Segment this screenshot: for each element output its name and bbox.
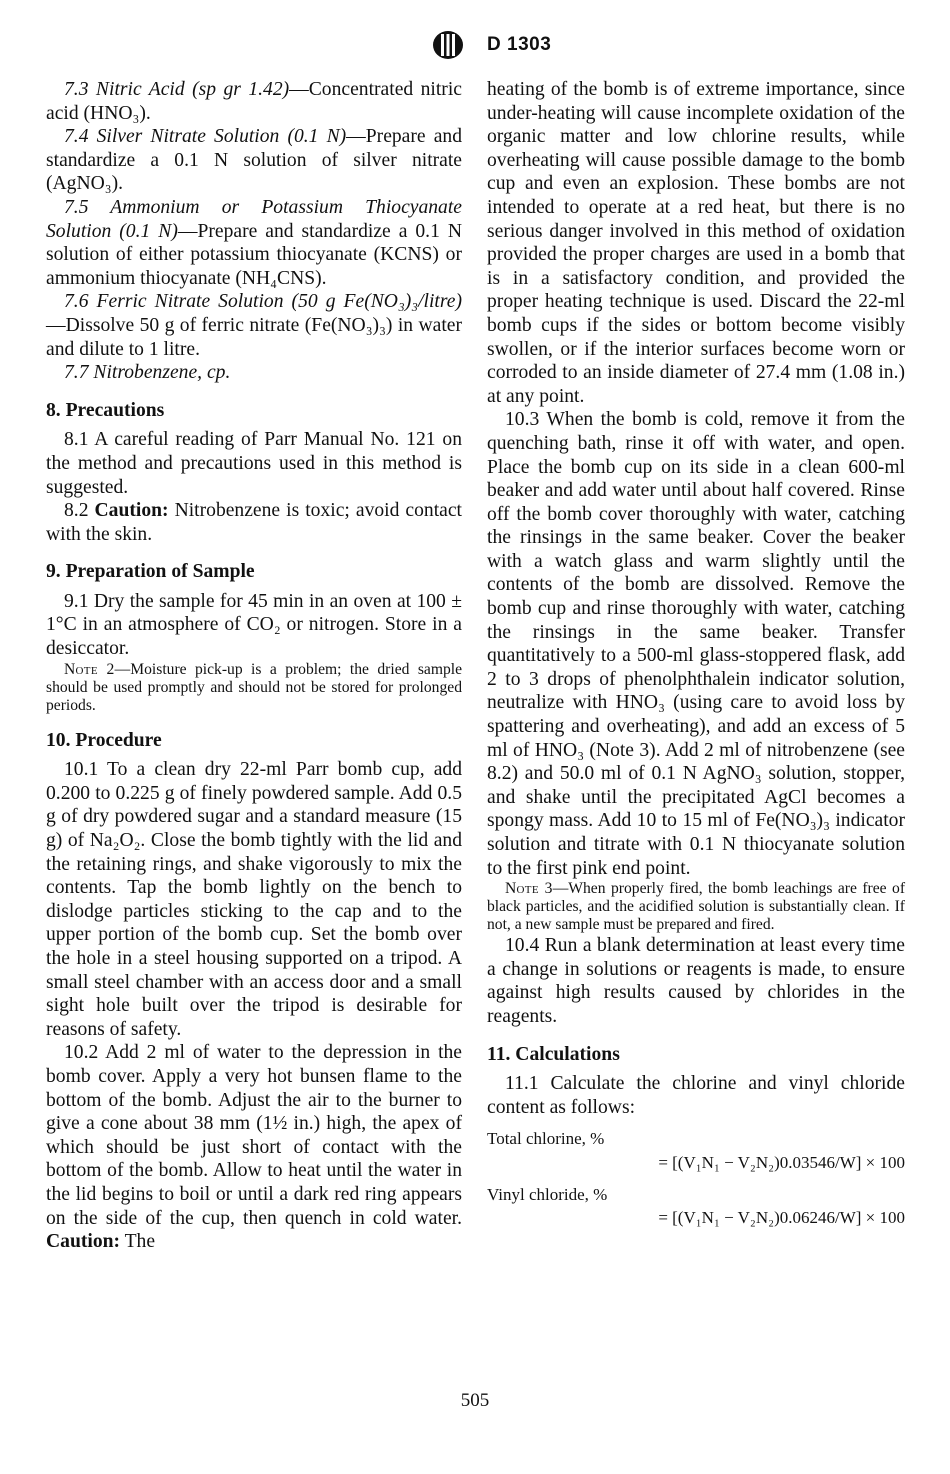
section-10-2-continued: heating of the bomb is of extreme importance, since under-heating will cause incomplete oxidation of the organic matter and low chlorine results, while overheating will cause possible damage to the bomb cup and even an explosion. These bombs are not intended to operate at a red heat, but there is no serious danger involved in this method of oxidation provided the proper charges are used in a bomb that is in a satisfactory condition, and provided the proper heating technique is used. Discard the 22-ml bomb cups if the sides or bottom become visibly swollen, or if the interior surfaces become worn or corroded to an inside diameter of 27.4 mm (1.08 in.) at any point. (487, 79, 905, 407)
section-10-1: 10.1 To a clean dry 22-ml Parr bomb cup, add 0.200 to 0.225 g of finely powdered sample. Add 0.5 g of dry powdered sugar and a standard measure (15 g) of Na₂O₂. Close the bomb tightly with the lid and the retaining rings, and shake vigorously to mix the contents. Tap the bomb lightly on the bench to dislodge particles sticking to the cap and to the upper portion of the bomb cup. Set the bomb over the hole in a steel housing supported on a tripod. A small steel chamber with an access door and a small sight hole built over the tripod is desirable for reasons of safety. (46, 759, 462, 1040)
section-8-1: 8.1 A careful reading of Parr Manual No. 121 on the method and precautions used in this method is suggested. (46, 429, 462, 498)
heading-preparation-of-sample: 9. Preparation of Sample (46, 561, 255, 583)
page-header (0, 30, 950, 60)
formula-total-chlorine: = [(V₁N₁ − V₂N₂)0.03546/W] × 100 (658, 1152, 905, 1172)
section-7-7: 7.7 Nitrobenzene, cp. (64, 362, 231, 384)
heading-calculations: 11. Calculations (487, 1043, 620, 1065)
right-column (487, 78, 905, 1230)
section-9-1: 9.1 Dry the sample for 45 min in an oven at 100 ± 1°C in an atmosphere of CO₂ or nitrogen. Store in a desiccator. (46, 590, 462, 660)
note-3: Note 3—When properly fired, the bomb leachings are free of black particles, and the acidified solution is substantially clean. If not, a new sample must be prepared and fired. (487, 880, 906, 934)
heading-procedure: 10. Procedure (46, 729, 162, 751)
left-column (46, 78, 462, 1254)
astm-logo (431, 30, 465, 60)
section-7-3: 7.3 Nitric Acid (sp gr 1.42)—Concentrated nitric acid (HNO₃). (46, 79, 462, 124)
page-number: 505 (460, 1390, 490, 1411)
section-8-2: 8.2 Caution: Nitrobenzene is toxic; avoid contact with the skin. (46, 500, 462, 545)
section-10-4: 10.4 Run a blank determination at least every time a change in solutions or reagents is made, to ensure against high results caused by chlorides in the reagents. (487, 935, 905, 1027)
formula-total-chlorine-label: Total chlorine, % (487, 1129, 605, 1149)
section-7-6: 7.6 Ferric Nitrate Solution (50 g Fe(NO₃)₃/litre)—Dissolve 50 g of ferric nitrate (Fe(NO₃)₃) in water and dilute to 1 litre. (46, 291, 462, 360)
section-7-5: 7.5 Ammonium or Potassium Thiocyanate Solution (0.1 N)—Prepare and standardize a 0.1 N solution of either potassium thiocyanate (KCNS) or ammonium thiocyanate (NH₄CNS). (46, 196, 462, 289)
section-7-4: 7.4 Silver Nitrate Solution (0.1 N)—Prepare and standardize a 0.1 N solution of silver nitrate (AgNO₃). (46, 126, 462, 195)
section-11-1: 11.1 Calculate the chlorine and vinyl chloride content as follows: (487, 1073, 905, 1118)
section-10-3: 10.3 When the bomb is cold, remove it from the quenching bath, rinse it off with water, and open. Place the bomb cup on its side in a clean 600-ml beaker and add water until about half covered. Rinse off the bomb cover thoroughly with water, catching the rinsings in the same beaker. Cover the beaker with a watch glass and warm slightly until the contents of the bomb are dissolved. Remove the bomb cup and rinse thoroughly with water, catching the rinsings in the same beaker. Transfer quantitatively to a 500-ml glass-stoppered flask, add 2 to 3 drops of phenolphthalein indicator solution, neutralize with HNO₃ (using care to avoid loss by spattering and overheating), and add an excess of 5 ml of HNO₃ (Note 3). Add 2 ml of nitrobenzene (see 8.2) and 50.0 ml of 0.1 N AgNO₃ solution, stopper, and shake until the precipitated AgCl becomes a spongy mass. Add 10 to 15 ml of Fe(NO₃)₃ indicator solution and titrate with 0.1 N thiocyanate solution to the first pink end point. (487, 409, 905, 879)
formula-vinyl-chloride: = [(V₁N₁ − V₂N₂)0.06246/W] × 100 (658, 1208, 905, 1228)
note-2: Note 2—Moisture pick-up is a problem; the dried sample should be used promptly and should not be stored for prolonged periods. (46, 660, 462, 714)
heading-precautions: 8. Precautions (46, 399, 165, 421)
formula-vinyl-chloride-label: Vinyl chloride, % (487, 1184, 608, 1204)
section-10-2: 10.2 Add 2 ml of water to the depression in the bomb cover. Apply a very hot bunsen flame to the bottom of the bomb. Adjust the air to the burner to give a cone about 38 mm (1½ in.) high, the apex of which should be just short of contact with the bottom of the bomb. Allow to heat until the water in the lid begins to boil or until a dark red ring appears on the side of the cup, then quench in cold water. Caution: The (46, 1042, 462, 1253)
document-id: D 1303 (487, 34, 552, 55)
